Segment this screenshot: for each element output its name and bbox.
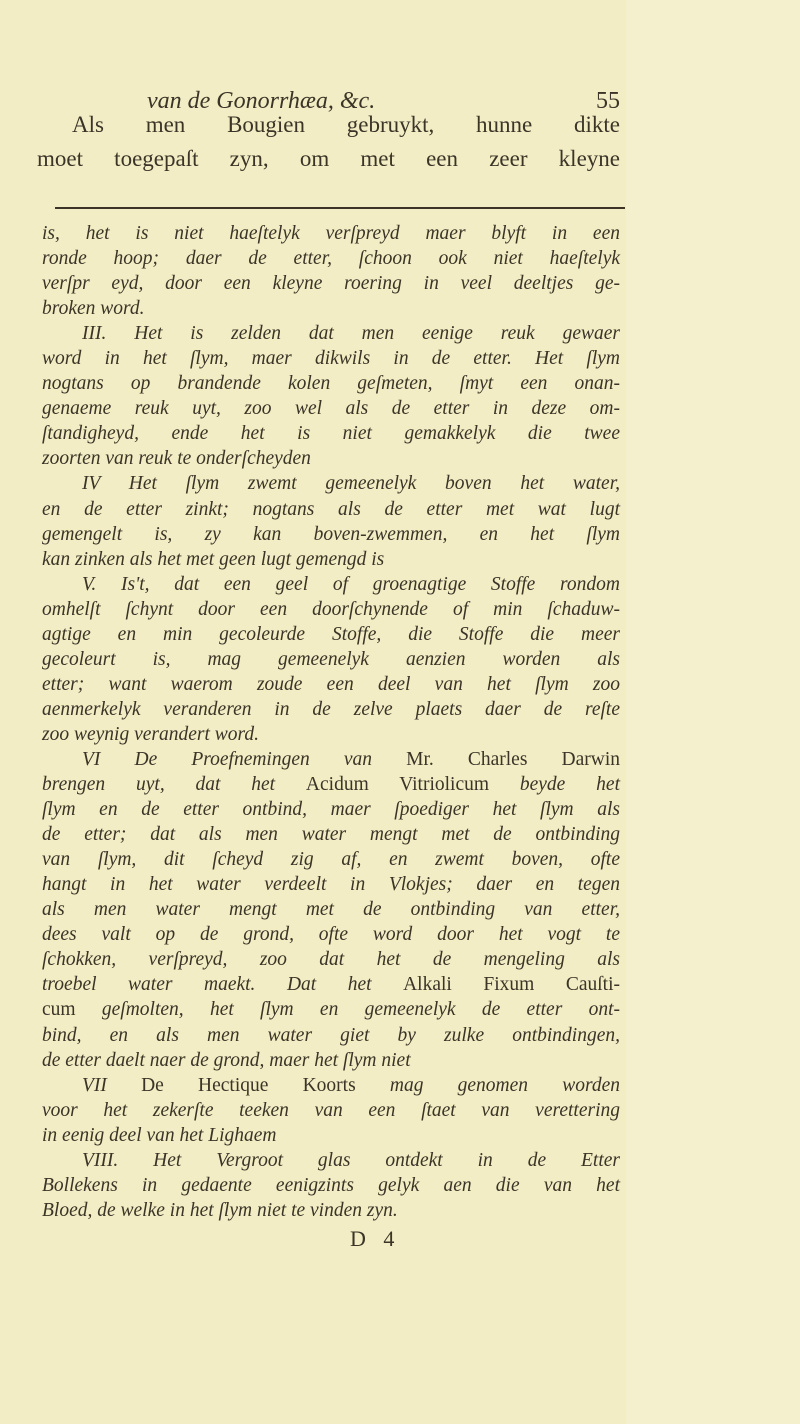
footnote-line [42, 1048, 620, 1073]
italic-text-segment: gemengelt is, zy kan boven-zwemmen, en het ſlym [42, 523, 620, 545]
footnote-line [42, 997, 620, 1022]
footnote-line [42, 446, 620, 471]
italic-text-segment: en de etter zinkt; nogtans als de etter met wat lugt [42, 498, 620, 520]
roman-text-segment: Mr. Charles Darwin [406, 748, 620, 770]
italic-text-segment: ſtandigheyd, ende het is niet gemakkelyk die twee [42, 423, 620, 445]
footnote-line [42, 1173, 620, 1198]
signature-mark: D 4 [350, 1226, 401, 1251]
footnote-line [42, 722, 620, 747]
italic-text-segment: nogtans op brandende kolen geſmeten, ſmyt een onan- [42, 373, 620, 395]
footnote-line [42, 1123, 620, 1148]
footnote-line [42, 497, 620, 522]
italic-text-segment: mag genomen worden [355, 1074, 620, 1096]
footnote-line [42, 847, 620, 872]
footnote-line [42, 471, 620, 496]
italic-text-segment: gecoleurt is, mag gemeenelyk aenzien worden als [42, 648, 620, 670]
footnote-line [42, 672, 620, 697]
italic-text-segment: ſlym en de etter ontbind, maer ſpoediger het ſlym als [42, 799, 620, 821]
footnote-line [42, 296, 620, 321]
footnote-line [42, 897, 620, 922]
footnote-line [42, 321, 620, 346]
italic-text-segment: geſmolten, het ſlym en gemeenelyk de etter ont- [75, 999, 620, 1021]
main-text-line: moet toegepaſt zyn, om met een zeer kleyne [37, 146, 620, 171]
italic-text-segment: VIII. Het Vergroot glas ontdekt in de Etter [82, 1149, 620, 1171]
italic-text-segment: in eenig deel van het Lighaem [42, 1124, 277, 1146]
footnote-line [42, 396, 620, 421]
footnote-line [42, 246, 620, 271]
footnote-line [42, 572, 620, 597]
footnote-line [42, 421, 620, 446]
footnote-line [42, 371, 620, 396]
italic-text-segment: troebel water maekt. Dat het [42, 974, 404, 996]
italic-text-segment: voor het zekerſte teeken van een ſtaet van verettering [42, 1099, 620, 1121]
footnote-line [42, 221, 620, 246]
italic-text-segment: V. Is't, dat een geel of groenagtige Stoffe rondom [82, 573, 620, 595]
footnote-line [42, 1148, 620, 1173]
footnote-block [42, 221, 620, 1223]
italic-text-segment: etter; want waerom zoude een deel van het ſlym zoo [42, 673, 620, 695]
footnote-line [42, 797, 620, 822]
italic-text-segment: zoo weynig verandert word. [42, 723, 260, 745]
roman-text-segment: Acidum Vitriolicum [305, 774, 490, 796]
roman-text-segment: De Hectique Koorts [141, 1074, 356, 1096]
footnote-line [42, 597, 620, 622]
footnote-line [42, 822, 620, 847]
running-title: van de Gonorrhæa, &c. [147, 88, 376, 114]
italic-text-segment: VI De Proefnemingen van [82, 748, 407, 770]
italic-text-segment: III. Het is zelden dat men eenige reuk gewaer [82, 323, 620, 345]
footnote-line [42, 697, 620, 722]
italic-text-segment: verſpr eyd, door een kleyne roering in veel deeltjes ge- [42, 273, 620, 295]
footnote-line [42, 747, 620, 772]
footnote-line [42, 1098, 620, 1123]
italic-text-segment: de etter daelt naer de grond, maer het ſlym niet [42, 1049, 411, 1071]
italic-text-segment: agtige en min gecoleurde Stoffe, die Stoffe die meer [42, 623, 620, 645]
footnote-line [42, 872, 620, 897]
roman-text-segment: cum [42, 999, 76, 1021]
footnote-line [42, 271, 620, 296]
italic-text-segment: van ſlym, dit ſcheyd zig af, en zwemt boven, ofte [42, 849, 620, 871]
footnote-line [42, 647, 620, 672]
footnote-line [42, 1023, 620, 1048]
italic-text-segment: dees valt op de grond, ofte word door het vogt te [42, 924, 620, 946]
italic-text-segment: beyde het [489, 774, 620, 796]
footnote-line [42, 622, 620, 647]
italic-text-segment: kan zinken als het met geen lugt gemengd is [42, 548, 385, 570]
italic-text-segment: word in het ſlym, maer dikwils in de etter. Het ſlym [42, 348, 620, 370]
italic-text-segment: broken word. [42, 298, 145, 320]
italic-text-segment: omhelſt ſchynt door een doorſchynende of min ſchaduw- [42, 598, 620, 620]
italic-text-segment: als men water mengt met de ontbinding van etter, [42, 899, 620, 921]
footnote-line [42, 772, 620, 797]
footnote-line [42, 1073, 620, 1098]
italic-text-segment: hangt in het water verdeelt in Vlokjes; daer en tegen [42, 874, 620, 896]
roman-text-segment: Alkali Fixum Cauſti- [403, 974, 620, 996]
italic-text-segment: IV Het ſlym zwemt gemeenelyk boven het water, [82, 473, 620, 495]
italic-text-segment: brengen uyt, dat het [42, 774, 306, 796]
main-text-line: Als men Bougien gebruykt, hunne dikte [72, 112, 620, 137]
footnote-line [42, 346, 620, 371]
italic-text-segment: bind, en als men water giet by zulke ontbindingen, [42, 1024, 620, 1046]
footnote-line [42, 547, 620, 572]
footnote-divider [55, 207, 625, 209]
italic-text-segment: genaeme reuk uyt, zoo wel als de etter in deze om- [42, 398, 620, 420]
italic-text-segment: zoorten van reuk te onderſcheyden [42, 448, 311, 470]
footnote-line [42, 922, 620, 947]
footnote-line [42, 522, 620, 547]
footnote-line [42, 972, 620, 997]
italic-text-segment: ſchokken, verſpreyd, zoo dat het de mengeling als [42, 949, 620, 971]
italic-text-segment: VII [82, 1074, 142, 1096]
italic-text-segment: aenmerkelyk veranderen in de zelve plaets daer de reſte [42, 698, 620, 720]
footnote-line [42, 1198, 620, 1223]
page-number: 55 [596, 88, 620, 114]
italic-text-segment: de etter; dat als men water mengt met de ontbinding [42, 824, 620, 846]
italic-text-segment: Bloed, de welke in het ſlym niet te vinden zyn. [42, 1199, 398, 1221]
italic-text-segment: is, het is niet haeſtelyk verſpreyd maer blyft in een [42, 223, 620, 244]
italic-text-segment: Bollekens in gedaente eenigzints gelyk aen die van het [42, 1174, 620, 1196]
footnote-line [42, 947, 620, 972]
italic-text-segment: ronde hoop; daer de etter, ſchoon ook niet haeſtelyk [42, 248, 620, 270]
facing-page-margin [626, 0, 800, 1424]
